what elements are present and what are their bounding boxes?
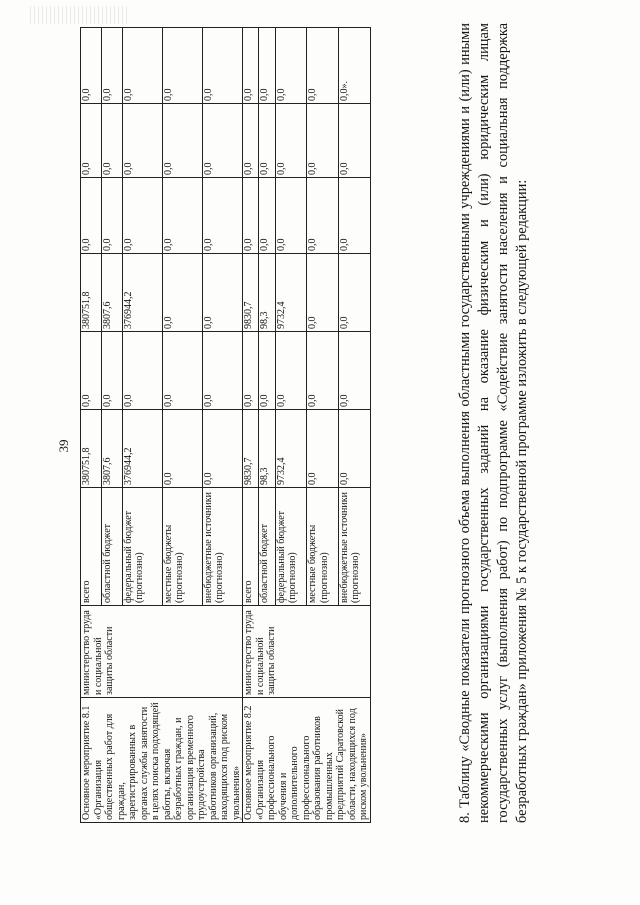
- value-cell: 0,0: [275, 332, 307, 410]
- value-cell: 0,0: [259, 178, 275, 254]
- value-cell: 0,0: [202, 410, 242, 488]
- value-cell: 0,0: [162, 410, 202, 488]
- page-number: 39: [56, 439, 71, 453]
- value-cell: 0,0: [338, 104, 370, 178]
- value-cell: 0,0: [202, 28, 242, 104]
- table-row: [81, 28, 102, 823]
- value-cell: 0,0: [122, 104, 162, 178]
- value-cell: 9830,7: [243, 410, 259, 488]
- value-cell: 0,0: [275, 28, 307, 104]
- value-cell: 0,0: [162, 104, 202, 178]
- value-cell: 376944,2: [122, 410, 162, 488]
- funding-source: всего: [243, 488, 259, 606]
- value-cell: 0,0: [307, 410, 339, 488]
- funding-source: местные бюджеты (прогнозно): [162, 488, 202, 606]
- responsible-executor: министерство труда и социальной защиты области: [81, 606, 243, 698]
- value-cell: 0,0: [101, 332, 122, 410]
- value-cell: 380751,8: [81, 410, 102, 488]
- funding-source: внебюджетные источники (прогнозно): [202, 488, 242, 606]
- value-cell: 0,0: [101, 104, 122, 178]
- value-cell: 0,0: [338, 178, 370, 254]
- measure-name: Основное мероприятие 8.1 «Организация общественных работ для граждан, зарегистрированных в органах службы занятости в целях поиска подходящей работы, включая безработных граждан, и организация временного трудоустройства работников организаций, находящихся под риском увольнения»: [81, 698, 243, 823]
- value-cell: 9830,7: [243, 254, 259, 332]
- funding-source: областной бюджет: [101, 488, 122, 606]
- value-cell: 0,0: [275, 104, 307, 178]
- value-cell: 0,0: [307, 178, 339, 254]
- value-cell: 0,0: [243, 332, 259, 410]
- value-cell: 0,0: [202, 104, 242, 178]
- value-cell: 0,0: [243, 28, 259, 104]
- value-cell: 0,0: [243, 178, 259, 254]
- funding-source: местные бюджеты (прогнозно): [307, 488, 339, 606]
- value-cell: 380751,8: [81, 254, 102, 332]
- measure-name: Основное мероприятие 8.2 «Организация профессионального обучения и дополнительного профессионального образования работников промышленных предприятий Саратовской области, находящихся под риском увольнения»: [243, 698, 371, 823]
- value-cell: 98,3: [259, 254, 275, 332]
- value-cell: 0,0: [259, 104, 275, 178]
- value-cell: 0,0: [101, 28, 122, 104]
- funding-source: внебюджетные источники (прогнозно): [338, 488, 370, 606]
- value-cell: 0,0: [259, 28, 275, 104]
- value-cell: 0,0: [162, 178, 202, 254]
- value-cell: 0,0: [202, 254, 242, 332]
- value-cell: 0,0: [122, 28, 162, 104]
- value-cell: 0,0: [338, 410, 370, 488]
- value-cell: 0,0: [243, 104, 259, 178]
- value-cell: 9732,4: [275, 410, 307, 488]
- funding-source: всего: [81, 488, 102, 606]
- value-cell: 0,0: [162, 332, 202, 410]
- value-cell: 0,0: [101, 178, 122, 254]
- value-cell: 0,0: [307, 104, 339, 178]
- table-row: [243, 28, 259, 823]
- value-cell: 376944,2: [122, 254, 162, 332]
- responsible-executor: министерство труда и социальной защиты области: [243, 606, 371, 698]
- value-cell: 0,0: [259, 332, 275, 410]
- value-cell: 0,0: [162, 254, 202, 332]
- value-cell: 0,0: [338, 332, 370, 410]
- value-cell: 0,0: [307, 28, 339, 104]
- value-cell: 0,0: [275, 178, 307, 254]
- value-cell: 0,0: [202, 332, 242, 410]
- value-cell: 0,0».: [338, 28, 370, 104]
- funding-source: федеральный бюджет (прогнозно): [122, 488, 162, 606]
- value-cell: 0,0: [122, 332, 162, 410]
- value-cell: 0,0: [162, 28, 202, 104]
- value-cell: 0,0: [202, 178, 242, 254]
- value-cell: 0,0: [81, 332, 102, 410]
- budget-table: [80, 27, 371, 823]
- amendment-paragraph: 8. Таблицу «Сводные показатели прогнозного объема выполнения областными государственными учреждениями и (или) иными некоммерческими организациями государственных заданий на оказание физическим и (или) юридическим лицам государственных услуг (выполнения работ) по подпрограмме «Содействие занятости населения и социальная поддержка безработных граждан» приложения № 5 к государственной программе изложить в следующей редакции:: [457, 23, 530, 823]
- value-cell: 0,0: [81, 104, 102, 178]
- value-cell: 0,0: [81, 178, 102, 254]
- value-cell: 9732,4: [275, 254, 307, 332]
- value-cell: 3807,6: [101, 254, 122, 332]
- value-cell: 0,0: [307, 254, 339, 332]
- value-cell: 98,3: [259, 410, 275, 488]
- value-cell: 0,0: [338, 254, 370, 332]
- value-cell: 0,0: [307, 332, 339, 410]
- funding-source: федеральный бюджет (прогнозно): [275, 488, 307, 606]
- funding-source: областной бюджет: [259, 488, 275, 606]
- value-cell: 0,0: [122, 178, 162, 254]
- value-cell: 0,0: [81, 28, 102, 104]
- value-cell: 3807,6: [101, 410, 122, 488]
